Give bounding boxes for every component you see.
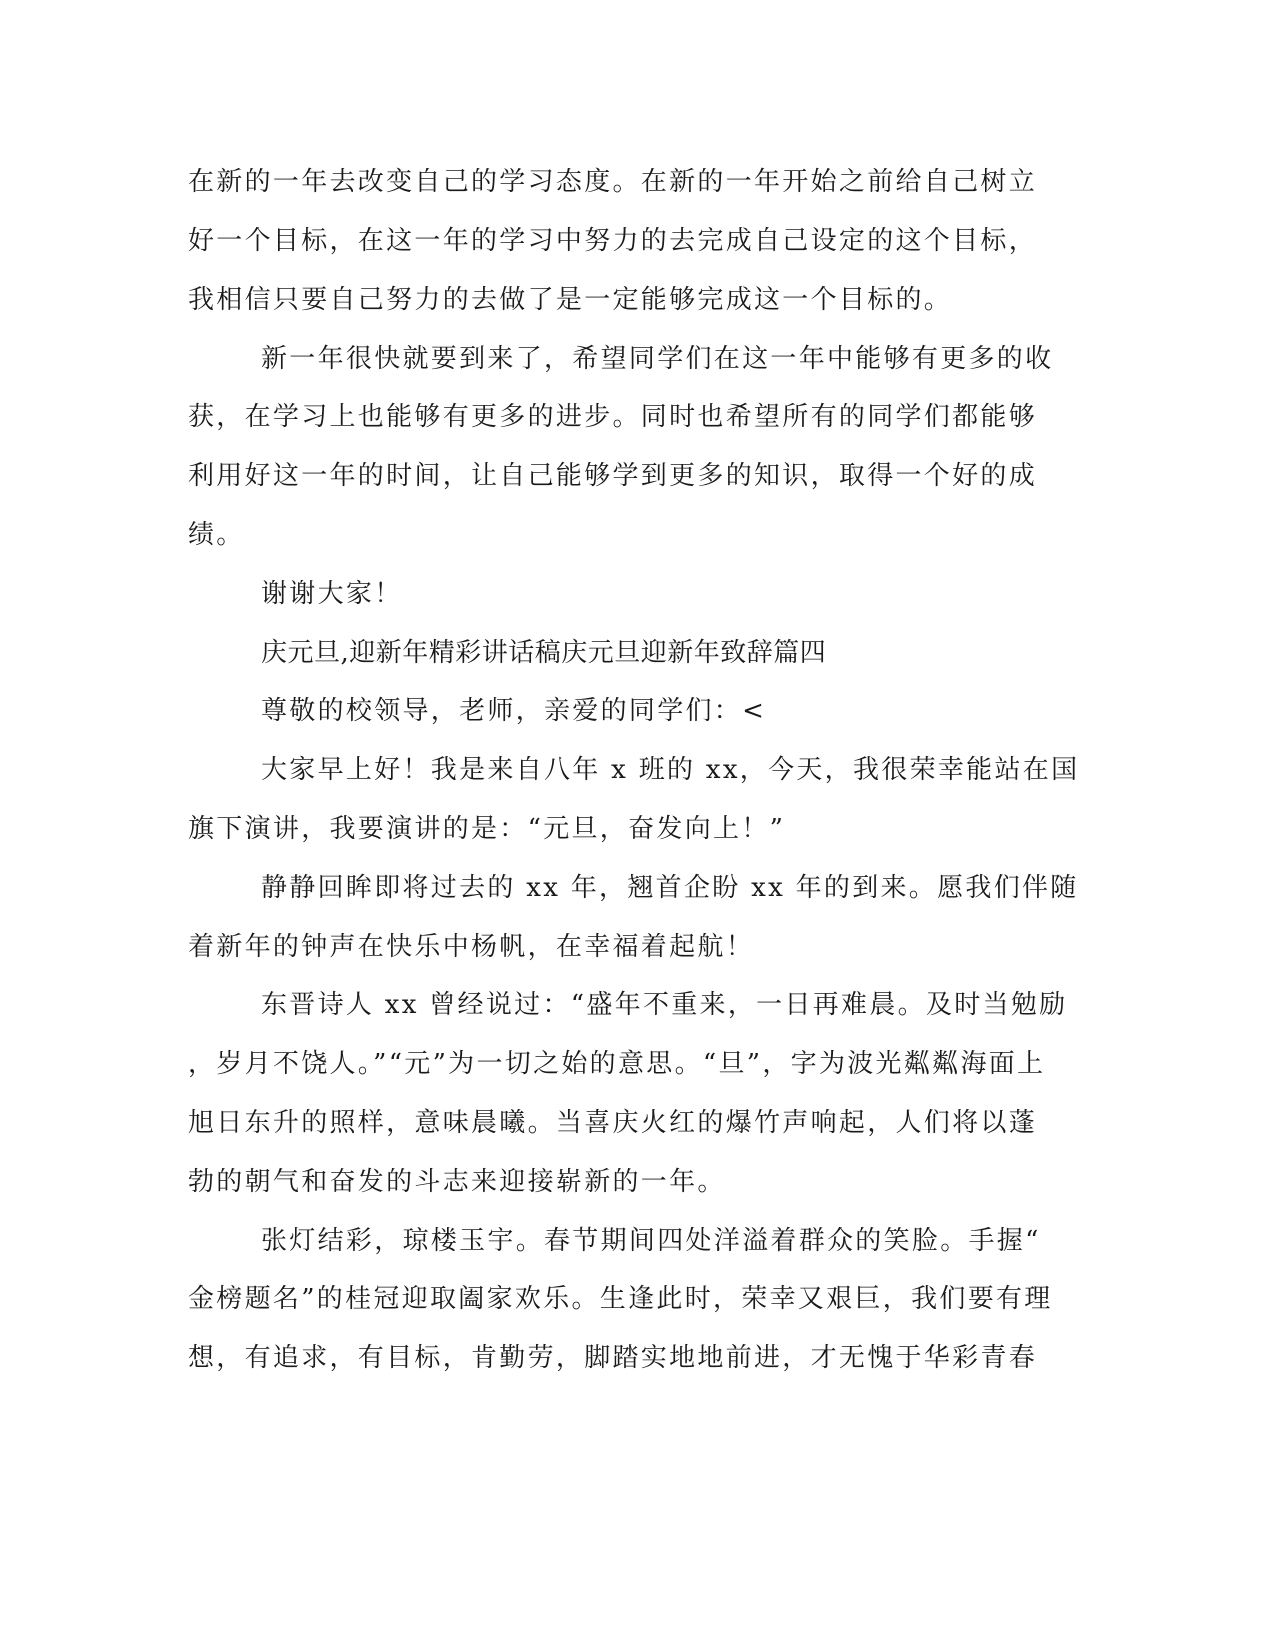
text-line: 利用好这一年的时间，让自己能够学到更多的知识，取得一个好的成 bbox=[188, 461, 1038, 491]
text-line: ，岁月不饶人。”“元”为一切之始的意思。“旦”，字为波光粼粼海面上 bbox=[188, 1049, 1046, 1079]
text-line: 想，有追求，有目标，肯勤劳，脚踏实地地前进，才无愧于华彩青春 bbox=[188, 1343, 1038, 1373]
text-line: 我相信只要自己努力的去做了是一定能够完成这一个目标的。 bbox=[188, 285, 953, 315]
text-line: 谢谢大家！ bbox=[261, 579, 403, 609]
text-line: 旭日东升的照样，意味晨曦。当喜庆火红的爆竹声响起，人们将以蓬 bbox=[188, 1108, 1038, 1138]
text-line: 获，在学习上也能够有更多的进步。同时也希望所有的同学们都能够 bbox=[188, 402, 1038, 432]
text-line: 绩。 bbox=[188, 520, 245, 550]
text-line: 着新年的钟声在快乐中杨帆，在幸福着起航！ bbox=[188, 932, 755, 962]
text-line: 金榜题名”的桂冠迎取阖家欢乐。生逢此时，荣幸又艰巨，我们要有理 bbox=[188, 1284, 1053, 1314]
text-line: 在新的一年去改变自己的学习态度。在新的一年开始之前给自己树立 bbox=[188, 167, 1038, 197]
text-line: 尊敬的校领导，老师，亲爱的同学们：< bbox=[261, 696, 767, 726]
text-line: 新一年很快就要到来了，希望同学们在这一年中能够有更多的收 bbox=[261, 344, 1054, 374]
text-line: 好一个目标，在这一年的学习中努力的去完成自己设定的这个目标， bbox=[188, 226, 1038, 256]
text-line: 大家早上好！我是来自八年 x 班的 xx，今天，我很荣幸能站在国 bbox=[261, 755, 1080, 785]
text-line: 旗下演讲，我要演讲的是：“元旦，奋发向上！” bbox=[188, 814, 786, 844]
text-line: 东晋诗人 xx 曾经说过：“盛年不重来，一日再难晨。及时当勉励 bbox=[261, 990, 1068, 1020]
text-line: 张灯结彩，琼楼玉宇。春节期间四处洋溢着群众的笑脸。手握“ bbox=[261, 1226, 1041, 1256]
text-line: 勃的朝气和奋发的斗志来迎接崭新的一年。 bbox=[188, 1167, 726, 1197]
text-line: 静静回眸即将过去的 xx 年，翘首企盼 xx 年的到来。愿我们伴随 bbox=[261, 873, 1079, 903]
section-heading: 庆元旦,迎新年精彩讲话稿庆元旦迎新年致辞篇四 bbox=[261, 638, 827, 668]
